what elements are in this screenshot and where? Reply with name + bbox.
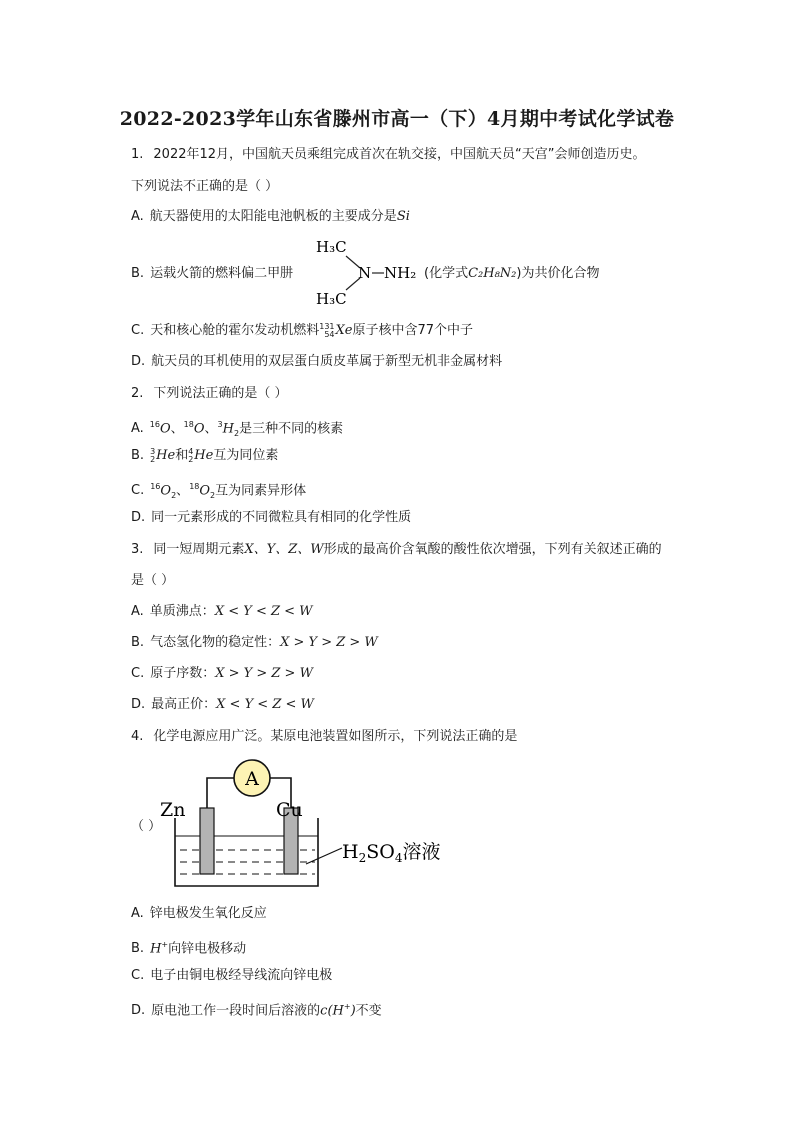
- dimethylhydrazine-structure: [310, 232, 420, 312]
- q2-option-c[interactable]: C. $^{16}O_2$、$^{18}O_2$互为同素异形体: [131, 482, 307, 500]
- galvanic-cell-diagram: [130, 758, 470, 892]
- q1-option-d[interactable]: D. 航天员的耳机使用的双层蛋白质皮革属于新型无机非金属材料: [131, 354, 503, 369]
- q1-number: 1.: [131, 147, 144, 162]
- q1-stem: 2022年12月，中国航天员乘组完成首次在轨交接，中国航天员“天宫”会师创造历史。: [153, 147, 646, 162]
- option-label: A.: [131, 604, 144, 619]
- exam-title: 2022-2023学年山东省滕州市高一（下）4月期中考试化学试卷: [119, 108, 675, 130]
- q2-option-b[interactable]: B. 3 2 He和 4 2 He互为同位素: [131, 446, 279, 464]
- option-label: B.: [131, 635, 145, 650]
- zinc-electrode: [200, 808, 214, 874]
- option-label: C.: [131, 968, 145, 983]
- option-label: D.: [131, 510, 146, 525]
- option-label: A.: [131, 421, 144, 437]
- option-label: D.: [131, 354, 146, 369]
- option-label: D.: [131, 1003, 146, 1019]
- label-pointer: [306, 848, 342, 864]
- q3-number: 3.: [131, 542, 144, 557]
- option-label: C.: [131, 483, 145, 499]
- option-label: D.: [131, 697, 146, 712]
- q1-stem-line1: [131, 146, 646, 164]
- struct-h3c-top: H₃C: [316, 238, 347, 256]
- formula: Si: [396, 209, 410, 224]
- struct-nh2: NH₂: [384, 264, 417, 282]
- q2-option-a[interactable]: A. $^{16}$O、$^{18}$O、$^3H_2$是三种不同的核素: [131, 420, 344, 438]
- q4-number: 4.: [131, 729, 144, 744]
- q4-option-b[interactable]: B. H+向锌电极移动: [131, 940, 247, 957]
- q1-stem-line2: 下列说法不正确的是（ ）: [131, 179, 279, 194]
- struct-h3c-bottom: H₃C: [316, 290, 347, 308]
- q3-stem-line2: 是（ ）: [131, 573, 175, 588]
- q4-answer-paren: （ ）: [131, 819, 162, 834]
- q1-option-b-tail: (化学式C₂H₈N₂)为共价化合物: [424, 266, 600, 281]
- q3-option-b[interactable]: B. 气态氢化物的稳定性：X > Y > Z > W: [131, 635, 378, 650]
- ammeter-label: A: [245, 768, 259, 790]
- option-label: B.: [131, 448, 145, 463]
- q4-stem: 4. 化学电源应用广泛。某原电池装置如图所示，下列说法正确的是: [131, 729, 518, 744]
- option-label: C.: [131, 323, 145, 338]
- option-label: C.: [131, 666, 145, 681]
- option-label: A.: [131, 906, 144, 921]
- q3-option-d[interactable]: D. 最高正价：X < Y < Z < W: [131, 697, 314, 712]
- q4-option-c[interactable]: C. 电子由铜电极经导线流向锌电极: [131, 968, 333, 983]
- zinc-label: Zn: [160, 799, 186, 821]
- q1-option-c[interactable]: C. 天和核心舱的霍尔发动机燃料 131 54 Xe原子核中含77个中子: [131, 321, 474, 339]
- q3-option-a[interactable]: A. 单质沸点：X < Y < Z < W: [131, 604, 313, 619]
- q2-option-d[interactable]: D. 同一元素形成的不同微粒具有相同的化学性质: [131, 510, 412, 525]
- q3-option-c[interactable]: C. 原子序数：X > Y > Z > W: [131, 666, 313, 681]
- option-label: A.: [131, 209, 144, 224]
- q1-option-b[interactable]: B. 运载火箭的燃料偏二甲肼: [131, 266, 294, 281]
- q1-option-a[interactable]: A. 航天器使用的太阳能电池帆板的主要成分是Si: [131, 209, 410, 224]
- copper-label: Cu: [276, 799, 303, 821]
- q2-number: 2.: [131, 386, 144, 401]
- struct-n: N: [358, 264, 372, 282]
- q3-stem-line1: 3. 同一短周期元素X、Y、Z、W形成的最高价含氧酸的酸性依次增强，下列有关叙述正确的: [131, 542, 662, 557]
- q2-stem: 2. 下列说法正确的是（ ）: [131, 386, 288, 401]
- option-label: B.: [131, 266, 145, 281]
- solution-label: $H_2SO_4$溶液: [342, 841, 441, 865]
- q4-option-d[interactable]: D. 原电池工作一段时间后溶液的c(H+)不变: [131, 1002, 382, 1019]
- formula: C₂H₈N₂: [468, 266, 517, 281]
- option-label: B.: [131, 941, 145, 957]
- q4-option-a[interactable]: A. 锌电极发生氧化反应: [131, 906, 267, 921]
